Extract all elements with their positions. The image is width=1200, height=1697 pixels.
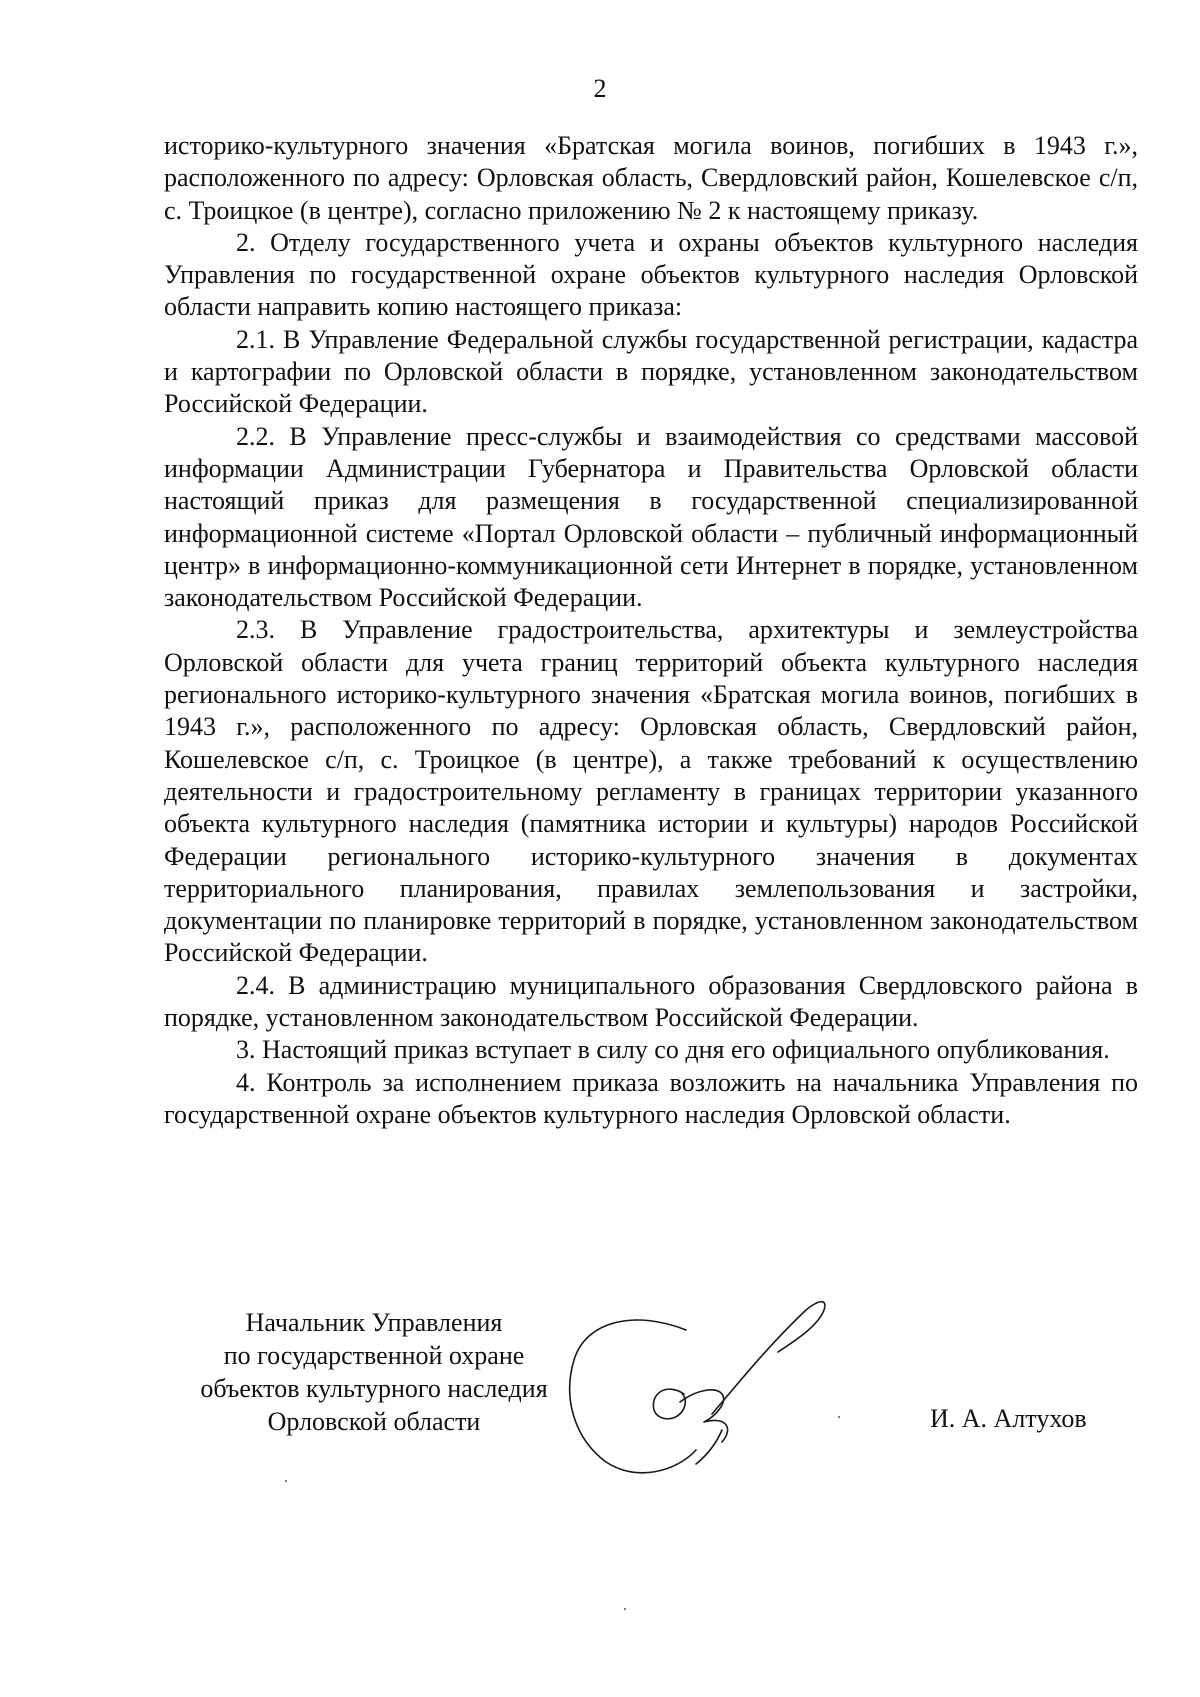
signer-position <box>174 1306 574 1438</box>
signer-name: И. А. Алтухов <box>930 1404 1087 1433</box>
handwritten-signature <box>566 1290 866 1480</box>
signer-position-line: Орловской области <box>267 1407 481 1436</box>
paragraph-item-2-4: 2.4. В администрацию муниципального образования Свердловского района в порядке, установленном законодательством Российской Федерации. <box>164 970 1138 1033</box>
signer-position-line: Начальник Управления <box>245 1308 503 1337</box>
paragraph-item-2-1: 2.1. В Управление Федеральной службы государственной регистрации, кадастра и картографии по Орловской области в порядке, установленном законодательством Российской Федерации. <box>164 324 1138 419</box>
scan-speck <box>624 1608 626 1610</box>
paragraph-item-2: 2. Отделу государственного учета и охраны объектов культурного наследия Управления по государственной охране объектов культурного наследия Орловской области направить копию настоящего приказа: <box>164 227 1138 322</box>
paragraph-item-4: 4. Контроль за исполнением приказа возложить на начальника Управления по государственной охране объектов культурного наследия Орловской области. <box>164 1067 1138 1129</box>
page-number: 2 <box>593 74 607 103</box>
signer-position-line: объектов культурного наследия <box>200 1374 548 1403</box>
paragraph-item-2-2: 2.2. В Управление пресс-службы и взаимодействия со средствами массовой информации Администрации Губернатора и Правительства Орловской области настоящий приказ для размещения в государственной специализированной информационной системе «Портал Орловской области – публичный информационный центр» в информационно-коммуникационной сети Интернет в порядке, установленном законодательством Российской Федерации. <box>164 421 1138 613</box>
paragraph-continuation: историко-культурного значения «Братская могила воинов, погибших в 1943 г.», расположенного по адресу: Орловская область, Свердловский район, Кошелевское с/п, с. Троицкое (в центре), согласно приложению № 2 к настоящему приказу. <box>164 131 1138 225</box>
paragraph-item-3: 3. Настоящий приказ вступает в силу со дня его официального опубликования. <box>236 1035 1110 1065</box>
scan-speck <box>285 1480 287 1482</box>
signer-position-line: по государственной охране <box>223 1341 525 1370</box>
scan-speck <box>838 1416 840 1418</box>
paragraph-item-2-3: 2.3. В Управление градостроительства, архитектуры и землеустройства Орловской области для учета границ территорий объекта культурного наследия регионального историко-культурного значения «Братская могила воинов, погибших в 1943 г.», расположенного по адресу: Орловская область, Свердловский район, Кошелевское с/п, с. Троицкое (в центре), а также требований к осуществлению деятельности и градостроительному регламенту в границах территории указанного объекта культурного наследия (памятника истории и культуры) народов Российской Федерации регионального историко-культурного значения в документах территориального планирования, правилах землепользования и застройки, документации по планировке территорий в порядке, установленном законодательством Российской Федерации. <box>164 615 1138 968</box>
document-body <box>164 130 1138 1131</box>
